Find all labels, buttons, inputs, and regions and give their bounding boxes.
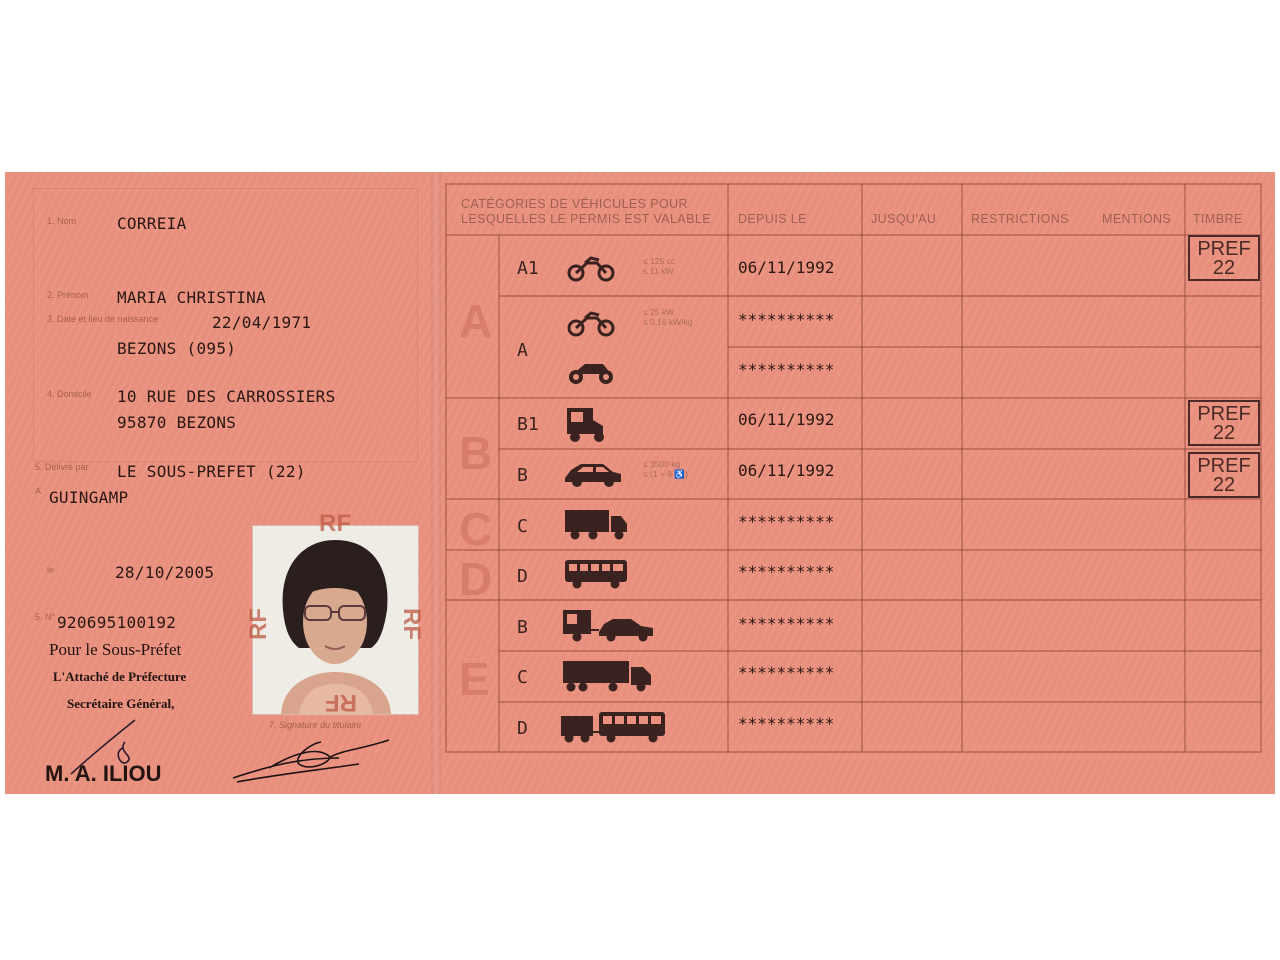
- category-b1: B1: [517, 414, 539, 435]
- birth-label: 3. Date et lieu de naissance: [47, 314, 159, 324]
- date-d: **********: [738, 562, 835, 581]
- truck-icon: [563, 508, 629, 540]
- category-b: B: [517, 465, 528, 486]
- spec-b: [643, 459, 688, 479]
- holder-signature-label: 7. Signature du titulaire: [269, 720, 362, 730]
- date-eb: **********: [738, 614, 835, 633]
- category-ed: D: [517, 718, 528, 739]
- header-categories: [461, 197, 711, 227]
- signatory-line-2: L'Attaché de Préfecture: [53, 669, 187, 684]
- firstname-value: MARIA CHRISTINA: [117, 288, 266, 307]
- category-c: C: [517, 516, 528, 537]
- date-b: 06/11/1992: [738, 461, 835, 480]
- issue-date-label: le: [47, 565, 55, 575]
- address-line2: 95870 BEZONS: [117, 413, 237, 432]
- issued-by-value: LE SOUS-PREFET (22): [117, 462, 306, 481]
- spec-a-line1: ≤ 25 kW: [643, 307, 675, 317]
- date-a-light: **********: [738, 310, 835, 329]
- signatory-name: M. A. ILIOU: [45, 761, 162, 786]
- stamp-b-line1: PREF: [1197, 455, 1251, 477]
- name-label: 1. Nom: [47, 216, 77, 226]
- group-letter-c: C: [459, 503, 493, 555]
- issued-at-value: GUINGAMP: [49, 488, 129, 507]
- issued-by-label: 5. Délivré par: [35, 462, 89, 472]
- date-a1: 06/11/1992: [738, 258, 835, 277]
- date-b1: 06/11/1992: [738, 410, 835, 429]
- category-ec: C: [517, 667, 528, 688]
- category-a: A: [517, 340, 528, 361]
- date-c: **********: [738, 512, 835, 531]
- spec-a1-line1: ≤ 125 cc: [643, 256, 676, 266]
- car-with-trailer-icon: [561, 608, 657, 642]
- birth-place: BEZONS (095): [117, 339, 237, 358]
- spec-a: [643, 307, 693, 327]
- address-line1: 10 RUE DES CARROSSIERS: [117, 387, 336, 406]
- stamp-b1-line2: 22: [1212, 422, 1236, 444]
- header-mentions: MENTIONS: [1102, 212, 1172, 226]
- stamp-b: [1188, 452, 1260, 498]
- stamp-a1-line1: PREF: [1197, 238, 1251, 260]
- firstname-label: 2. Prénom: [47, 290, 89, 300]
- sport-motorcycle-icon: [565, 358, 617, 386]
- spec-a1: [643, 256, 675, 276]
- group-letter-d: D: [459, 553, 493, 605]
- issued-at-label: A: [35, 486, 42, 496]
- name-value: CORREIA: [117, 214, 187, 233]
- category-d: D: [517, 566, 528, 587]
- signatory-line-1: Pour le Sous-Préfet: [49, 640, 182, 659]
- bus-icon: [563, 558, 629, 590]
- date-ec: **********: [738, 663, 835, 682]
- date-ed: **********: [738, 714, 835, 733]
- motorcycle-icon: [565, 309, 617, 337]
- licence-number-label: 5. N°: [35, 612, 56, 622]
- photo-watermark-right: RF: [398, 608, 425, 640]
- signatory-line-3: Secrétaire Général,: [67, 696, 175, 711]
- bus-with-trailer-icon: [559, 710, 669, 744]
- address-label: 4. Domicile: [47, 389, 92, 399]
- header-jusquau: JUSQU'AU: [871, 212, 937, 226]
- motorcycle-icon: [565, 254, 617, 282]
- stamp-b1-line1: PREF: [1197, 403, 1251, 425]
- spec-b-line2: ≤ (1 + 8 ♿): [643, 469, 688, 479]
- date-a-heavy: **********: [738, 360, 835, 379]
- categories-grid: [5, 172, 1275, 794]
- spec-b-line1: ≤ 3500 kg: [643, 459, 681, 469]
- articulated-truck-icon: [561, 659, 657, 693]
- spec-a-line2: ≤ 0,16 kW/kg: [643, 317, 693, 327]
- issue-date-value: 28/10/2005: [115, 563, 215, 582]
- licence-number-value: 920695100192: [57, 613, 177, 632]
- group-letter-b: B: [459, 427, 493, 479]
- header-timbre: TIMBRE: [1193, 212, 1243, 226]
- photo-watermark-bottom: RF: [325, 689, 357, 716]
- stamp-a1: [1188, 235, 1260, 281]
- photo-watermark-left: RF: [245, 608, 272, 640]
- stamp-a1-line2: 22: [1212, 257, 1236, 279]
- header-restrictions: RESTRICTIONS: [971, 212, 1069, 226]
- category-a1: A1: [517, 258, 539, 279]
- quadricycle-icon: [565, 406, 609, 444]
- driving-licence-card: [5, 172, 1275, 794]
- group-letter-a: A: [459, 295, 493, 347]
- group-letter-e: E: [459, 653, 490, 705]
- stamp-b1: [1188, 400, 1260, 446]
- stamp-b-line2: 22: [1212, 474, 1236, 496]
- header-categories-line1: CATÉGORIES DE VÉHICULES POUR: [461, 197, 688, 211]
- category-eb: B: [517, 617, 528, 638]
- birth-date: 22/04/1971: [212, 313, 312, 332]
- header-categories-line2: LESQUELLES LE PERMIS EST VALABLE: [461, 212, 711, 226]
- photo-watermark-top: RF: [319, 510, 351, 537]
- header-depuis: DEPUIS LE: [738, 212, 807, 226]
- spec-a1-line2: ≤ 11 kW: [643, 266, 674, 276]
- car-icon: [563, 460, 623, 488]
